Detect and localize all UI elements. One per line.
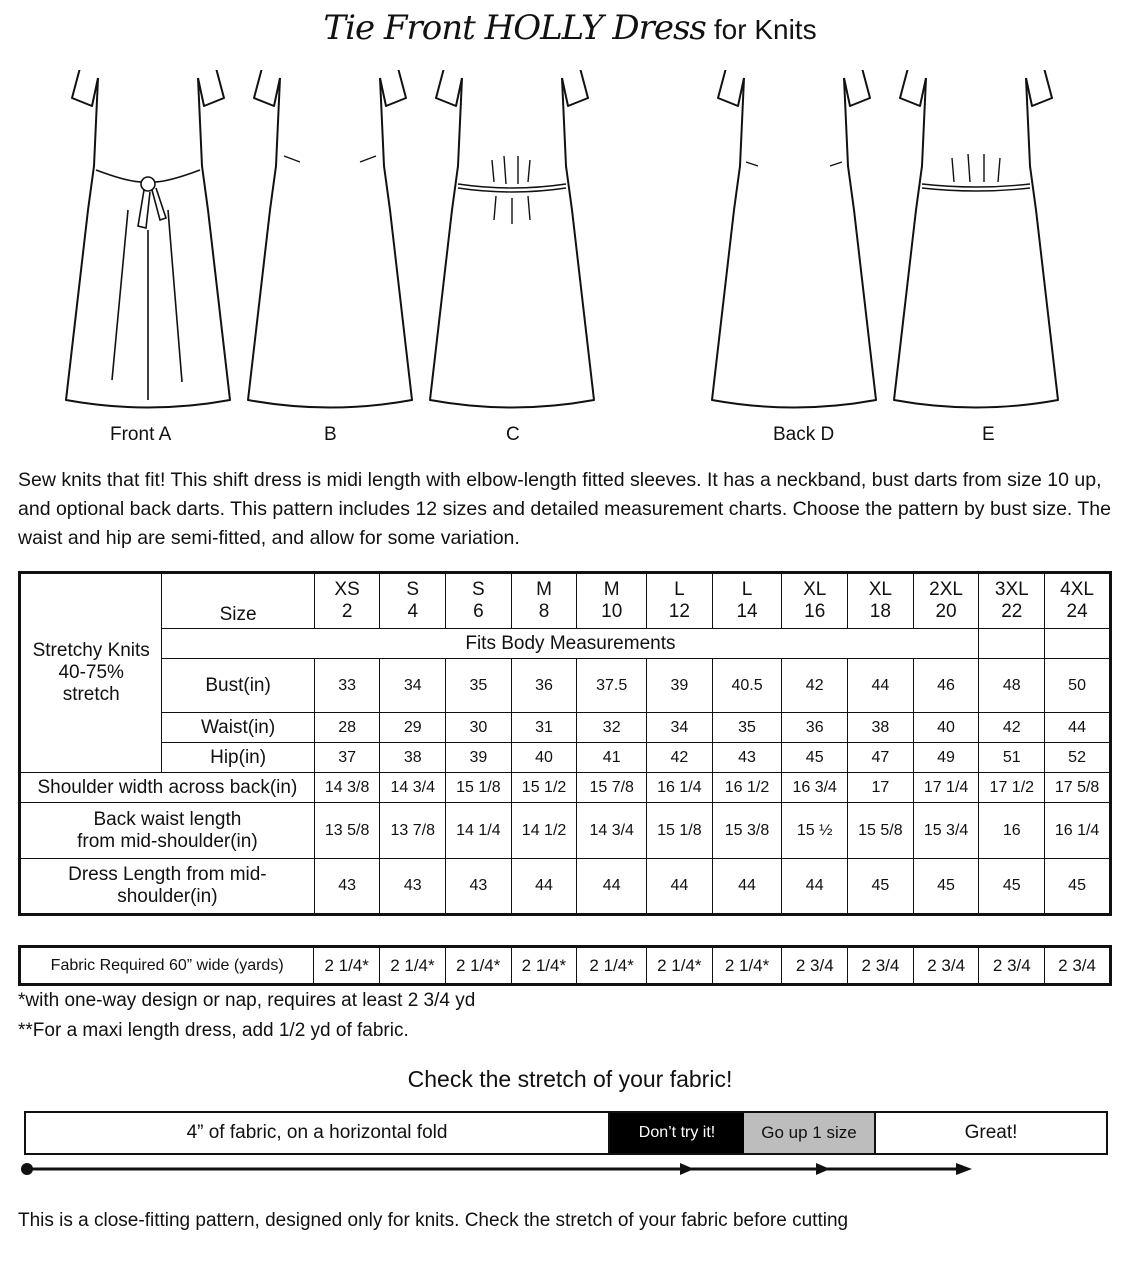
- size-number: 20: [935, 601, 957, 622]
- back-waist-value: 15 3/4: [913, 803, 979, 859]
- fabric-value: 2 1/4*: [646, 947, 712, 985]
- waist-value: 35: [712, 713, 782, 743]
- fabric-required-table: [18, 945, 1112, 986]
- size-header-cell: [647, 573, 713, 629]
- shoulder-value: 15 7/8: [577, 773, 647, 803]
- arrow-head-icon: [816, 1163, 830, 1175]
- size-number: 10: [601, 601, 623, 622]
- shoulder-value: 15 1/2: [511, 773, 577, 803]
- fabric-value: 2 1/4*: [445, 947, 511, 985]
- size-letter: 2XL: [929, 579, 963, 600]
- stretch-arrow: [18, 1158, 978, 1180]
- shoulder-value: 17: [848, 773, 914, 803]
- size-header-cell: [712, 573, 782, 629]
- hip-value: 45: [782, 743, 848, 773]
- back-waist-value: 15 1/8: [647, 803, 713, 859]
- dress-length-value: 44: [511, 859, 577, 915]
- waist-value: 30: [446, 713, 512, 743]
- size-header-cell: [314, 573, 380, 629]
- bust-label: Bust(in): [162, 659, 314, 713]
- bust-value: 37.5: [577, 659, 647, 713]
- dress-back-d-drawing: [712, 70, 876, 408]
- blank-cell: [979, 629, 1045, 659]
- page-title: [0, 8, 1140, 48]
- hip-value: 47: [848, 743, 914, 773]
- hip-value: 39: [446, 743, 512, 773]
- fabric-value: 2 3/4: [1045, 947, 1111, 985]
- dress-front-c-drawing: [430, 70, 594, 408]
- back-waist-value: 13 7/8: [380, 803, 446, 859]
- size-number: 14: [736, 601, 758, 622]
- size-header-cell: [577, 573, 647, 629]
- fabric-type-cell: [20, 573, 162, 773]
- dress-length-value: 45: [1045, 859, 1111, 915]
- dress-length-value: 43: [446, 859, 512, 915]
- bust-value: 35: [446, 659, 512, 713]
- fabric-value: 2 1/4*: [577, 947, 647, 985]
- size-letter: XL: [803, 579, 827, 600]
- stretch-segment-up-size: Go up 1 size: [744, 1113, 876, 1153]
- shoulder-value: 15 1/8: [446, 773, 512, 803]
- size-header-row: [20, 573, 1111, 629]
- size-letter: M: [603, 579, 620, 600]
- waist-value: 44: [1045, 713, 1111, 743]
- waist-value: 38: [848, 713, 914, 743]
- hip-value: 43: [712, 743, 782, 773]
- shoulder-value: 16 3/4: [782, 773, 848, 803]
- size-header-cell: [848, 573, 914, 629]
- bust-value: 34: [380, 659, 446, 713]
- label-front-a: Front A: [110, 424, 172, 445]
- title-script: Tie Front HOLLY Dress: [323, 8, 706, 48]
- size-number: 16: [804, 601, 826, 622]
- size-letter: L: [674, 579, 685, 600]
- dress-front-a-drawing: [66, 70, 230, 408]
- pattern-description: Sew knits that fit! This shift dress is midi length with elbow-length fitted sleeves. It has a neckband, bust darts from size 10 up, and optional back darts. This pattern includes 12 sizes and detailed measurement charts. Choose the pattern by bust size. The waist and hip are semi-fitted, and allow for some variation.: [18, 469, 1111, 549]
- fabric-value: 2 1/4*: [380, 947, 446, 985]
- shoulder-label: Shoulder width across back(in): [20, 773, 315, 803]
- size-letter: L: [741, 579, 753, 600]
- size-letter: XL: [868, 579, 892, 600]
- fabric-type: Stretchy Knits: [32, 640, 150, 661]
- hip-row: [20, 743, 1111, 773]
- size-header-cell: [380, 573, 446, 629]
- bust-value: 44: [848, 659, 914, 713]
- stretch-segment-dont: Don’t try it!: [610, 1113, 744, 1153]
- dress-length-value: 44: [782, 859, 848, 915]
- dress-length-row: [20, 859, 1111, 915]
- back-waist-value: 16 1/4: [1045, 803, 1111, 859]
- stretch-guide-bar: [24, 1111, 1108, 1155]
- fabric-value: 2 1/4*: [511, 947, 577, 985]
- size-header-cell: [782, 573, 848, 629]
- fabric-value: 2 3/4: [913, 947, 979, 985]
- bust-value: 39: [647, 659, 713, 713]
- fabric-label: Fabric Required 60” wide (yards): [20, 947, 314, 985]
- back-waist-value: 14 1/4: [446, 803, 512, 859]
- fits-body-label: Fits Body Measurements: [162, 629, 979, 659]
- dress-illustrations: [0, 70, 1140, 410]
- size-number: 2: [341, 601, 353, 622]
- size-letter: XS: [334, 579, 360, 600]
- waist-value: 36: [782, 713, 848, 743]
- size-letter: S: [406, 579, 420, 600]
- bust-value: 50: [1045, 659, 1111, 713]
- shoulder-value: 17 1/4: [913, 773, 979, 803]
- dress-front-b-drawing: [248, 70, 412, 408]
- footer-note: This is a close-fitting pattern, designed only for knits. Check the stretch of your fabric before cutting: [18, 1210, 849, 1231]
- shoulder-value: 16 1/4: [647, 773, 713, 803]
- shoulder-value: 16 1/2: [712, 773, 782, 803]
- shoulder-value: 17 5/8: [1045, 773, 1111, 803]
- label-back-d: Back D: [773, 424, 835, 445]
- waist-value: 28: [314, 713, 380, 743]
- stretch-check-title: Check the stretch of your fabric!: [407, 1066, 733, 1092]
- title-plain: for Knits: [713, 14, 817, 45]
- size-chart: [18, 571, 1112, 916]
- dress-length-label-line1: Dress Length from mid-: [68, 864, 267, 885]
- arrow-head-icon: [680, 1163, 694, 1175]
- back-waist-row: [20, 803, 1111, 859]
- dress-length-value: 44: [577, 859, 647, 915]
- fabric-value: 2 3/4: [782, 947, 848, 985]
- fabric-value: 2 1/4*: [314, 947, 380, 985]
- back-waist-value: 14 1/2: [511, 803, 577, 859]
- size-letter: 4XL: [1060, 579, 1094, 600]
- hip-value: 40: [511, 743, 577, 773]
- back-waist-label-line1: Back waist length: [93, 808, 242, 830]
- size-header-cell: [511, 573, 577, 629]
- shoulder-row: [20, 773, 1111, 803]
- bust-value: 46: [913, 659, 979, 713]
- dress-length-value: 45: [913, 859, 979, 915]
- size-number: 24: [1066, 601, 1088, 622]
- shoulder-value: 17 1/2: [979, 773, 1045, 803]
- waist-value: 29: [380, 713, 446, 743]
- hip-value: 42: [647, 743, 713, 773]
- hip-value: 41: [577, 743, 647, 773]
- dress-length-value: 43: [380, 859, 446, 915]
- arrow-head-icon: [956, 1163, 972, 1175]
- fabric-value: 2 1/4*: [712, 947, 782, 985]
- hip-value: 37: [314, 743, 380, 773]
- back-waist-value: 15 3/8: [712, 803, 782, 859]
- bust-value: 42: [782, 659, 848, 713]
- waist-value: 31: [511, 713, 577, 743]
- stretch-range: 40-75%: [58, 662, 124, 683]
- bust-value: 36: [511, 659, 577, 713]
- hip-label: Hip(in): [162, 743, 314, 773]
- note-one-way: *with one-way design or nap, requires at least 2 3/4 yd: [18, 990, 476, 1011]
- note-maxi: **For a maxi length dress, add 1/2 yd of fabric.: [18, 1020, 409, 1041]
- fabric-row: [20, 947, 1111, 985]
- dress-length-value: 44: [647, 859, 713, 915]
- fabric-value: 2 3/4: [848, 947, 914, 985]
- bust-value: 33: [314, 659, 380, 713]
- dress-length-value: 45: [848, 859, 914, 915]
- stretch-word: stretch: [62, 684, 120, 705]
- size-header-cell: [979, 573, 1045, 629]
- back-waist-value: 15 5/8: [848, 803, 914, 859]
- label-b: B: [324, 424, 337, 445]
- fabric-value: 2 3/4: [979, 947, 1045, 985]
- size-number: 12: [668, 601, 690, 622]
- size-header-cell: [913, 573, 979, 629]
- dress-back-e-drawing: [894, 70, 1058, 408]
- back-waist-value: 13 5/8: [314, 803, 380, 859]
- back-waist-value: 14 3/4: [577, 803, 647, 859]
- dress-length-value: 44: [712, 859, 782, 915]
- bust-row: [20, 659, 1111, 713]
- back-waist-value: 16: [979, 803, 1045, 859]
- fits-row: [20, 629, 1111, 659]
- back-waist-label-line2: from mid-shoulder(in): [77, 830, 258, 852]
- dress-length-label-line2: shoulder(in): [117, 886, 218, 907]
- size-number: 18: [869, 601, 891, 622]
- waist-value: 32: [577, 713, 647, 743]
- hip-value: 51: [979, 743, 1045, 773]
- waist-value: 40: [913, 713, 979, 743]
- hip-value: 52: [1045, 743, 1111, 773]
- label-c: C: [506, 424, 520, 445]
- back-waist-label: [20, 803, 315, 859]
- back-waist-value: 15 ½: [782, 803, 848, 859]
- waist-value: 34: [647, 713, 713, 743]
- size-number: 6: [473, 601, 484, 622]
- waist-row: [20, 713, 1111, 743]
- size-header-cell: [1045, 573, 1111, 629]
- label-e: E: [982, 424, 995, 445]
- size-letter: M: [536, 579, 552, 600]
- bust-value: 48: [979, 659, 1045, 713]
- size-header-cell: [446, 573, 512, 629]
- hip-value: 49: [913, 743, 979, 773]
- stretch-segment-great: Great!: [964, 1122, 1018, 1143]
- dress-length-value: 45: [979, 859, 1045, 915]
- bust-value: 40.5: [712, 659, 782, 713]
- dress-length-value: 43: [314, 859, 380, 915]
- shoulder-value: 14 3/4: [380, 773, 446, 803]
- waist-label: Waist(in): [162, 713, 314, 743]
- size-number: 8: [538, 601, 550, 622]
- stretch-segment-fold: 4” of fabric, on a horizontal fold: [26, 1113, 610, 1153]
- size-letter: S: [472, 579, 485, 600]
- hip-value: 38: [380, 743, 446, 773]
- shoulder-value: 14 3/8: [314, 773, 380, 803]
- dress-length-label: [20, 859, 315, 915]
- size-label: Size: [162, 573, 314, 629]
- size-number: 22: [1001, 601, 1023, 622]
- waist-value: 42: [979, 713, 1045, 743]
- size-number: 4: [407, 601, 419, 622]
- size-letter: 3XL: [994, 579, 1029, 600]
